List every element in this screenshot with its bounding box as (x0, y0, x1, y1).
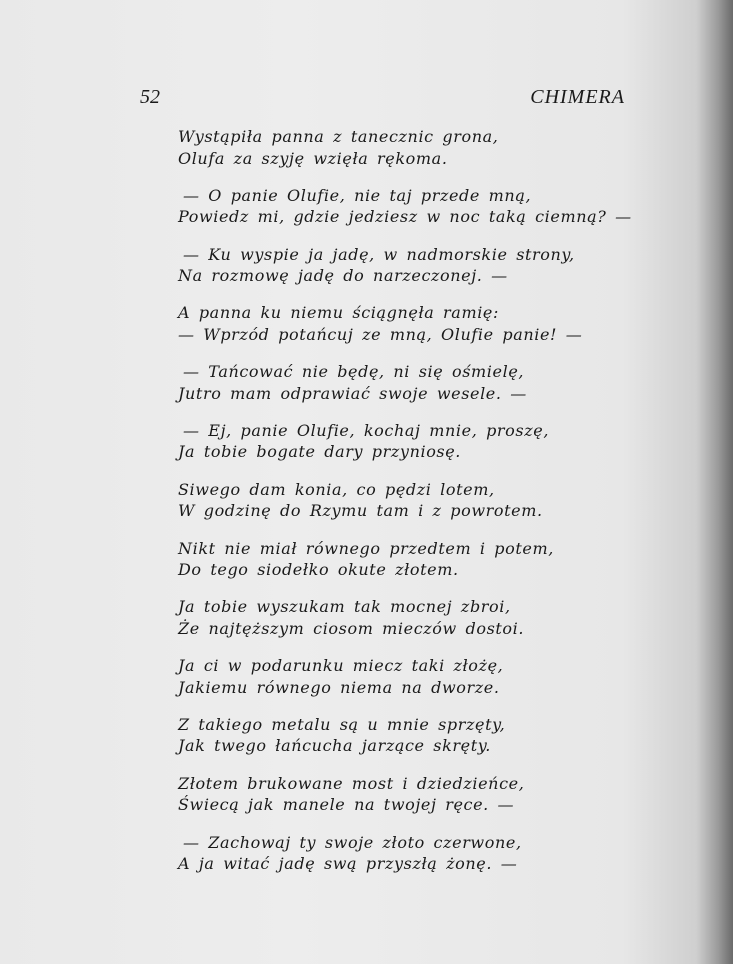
verse-line: Świecą jak manele na twojej ręce. — (178, 795, 515, 815)
running-header: CHIMERA (530, 86, 625, 108)
verse-line: Jakiemu równego niema na dworze. (178, 677, 500, 697)
stanza-10 (178, 655, 618, 714)
verse-line: Na rozmowę jadę do narzeczonej. — (178, 266, 508, 286)
stanza-2 (178, 185, 632, 244)
verse-line: Do tego siodełko okute złotem. (178, 560, 459, 580)
stanza-4 (178, 302, 618, 361)
stanza-5 (178, 361, 618, 420)
stanza-8 (178, 538, 618, 597)
stanza-11 (178, 714, 618, 773)
stanza-12 (178, 773, 618, 832)
verse-line: Nikt nie miał równego przedtem i potem, (178, 538, 554, 558)
verse-line: Wystąpiła panna z tanecznic grona, (178, 127, 499, 146)
verse-line: — Wprzód potańcuj ze mną, Olufie panie! — (178, 324, 583, 344)
stanza-9 (178, 596, 618, 655)
stanza-13 (178, 832, 618, 891)
verse-line: Złotem brukowane most i dziedzieńce, (178, 773, 525, 793)
stanza-7 (178, 479, 618, 538)
verse-line: Ja ci w podarunku miecz taki złożę, (178, 656, 504, 676)
verse-line: Jutro mam odprawiać swoje wesele. — (178, 383, 527, 403)
stanza-3 (178, 244, 618, 303)
verse-line: Ja tobie bogate dary przyniosę. (178, 442, 461, 462)
verse-line: — Ku wyspie ja jadę, w nadmorskie strony, (183, 244, 575, 264)
page-number: 52 (140, 86, 160, 108)
verse-line: A ja witać jadę swą przyszłą żonę. — (178, 854, 518, 874)
stanza-6 (178, 420, 618, 479)
verse-line: Z takiego metalu są u mnie sprzęty, (178, 714, 506, 734)
verse-line: W godzinę do Rzymu tam i z powrotem. (178, 501, 543, 521)
verse-line: A panna ku niemu ściągnęła ramię: (178, 303, 499, 323)
poem (178, 126, 632, 890)
verse-line: — Ej, panie Olufie, kochaj mnie, proszę, (183, 420, 550, 440)
verse-line: Że najtęższym ciosom mieczów dostoi. (178, 618, 525, 638)
verse-line: — O panie Olufie, nie taj przede mną, (183, 185, 532, 205)
verse-line: — Tańcować nie będę, ni się ośmielę, (183, 362, 525, 382)
verse-line: Powiedz mi, gdzie jedziesz w noc taką ciemną? — (178, 207, 632, 227)
verse-line: — Zachowaj ty swoje złoto czerwone, (183, 832, 522, 852)
verse-line: Olufa za szyję wzięła rękoma. (178, 148, 448, 168)
verse-line: Jak twego łańcucha jarzące skręty. (178, 736, 491, 756)
stanza-1 (178, 126, 618, 185)
verse-line: Ja tobie wyszukam tak mocnej zbroi, (178, 597, 511, 617)
verse-line: Siwego dam konia, co pędzi lotem, (178, 479, 495, 499)
